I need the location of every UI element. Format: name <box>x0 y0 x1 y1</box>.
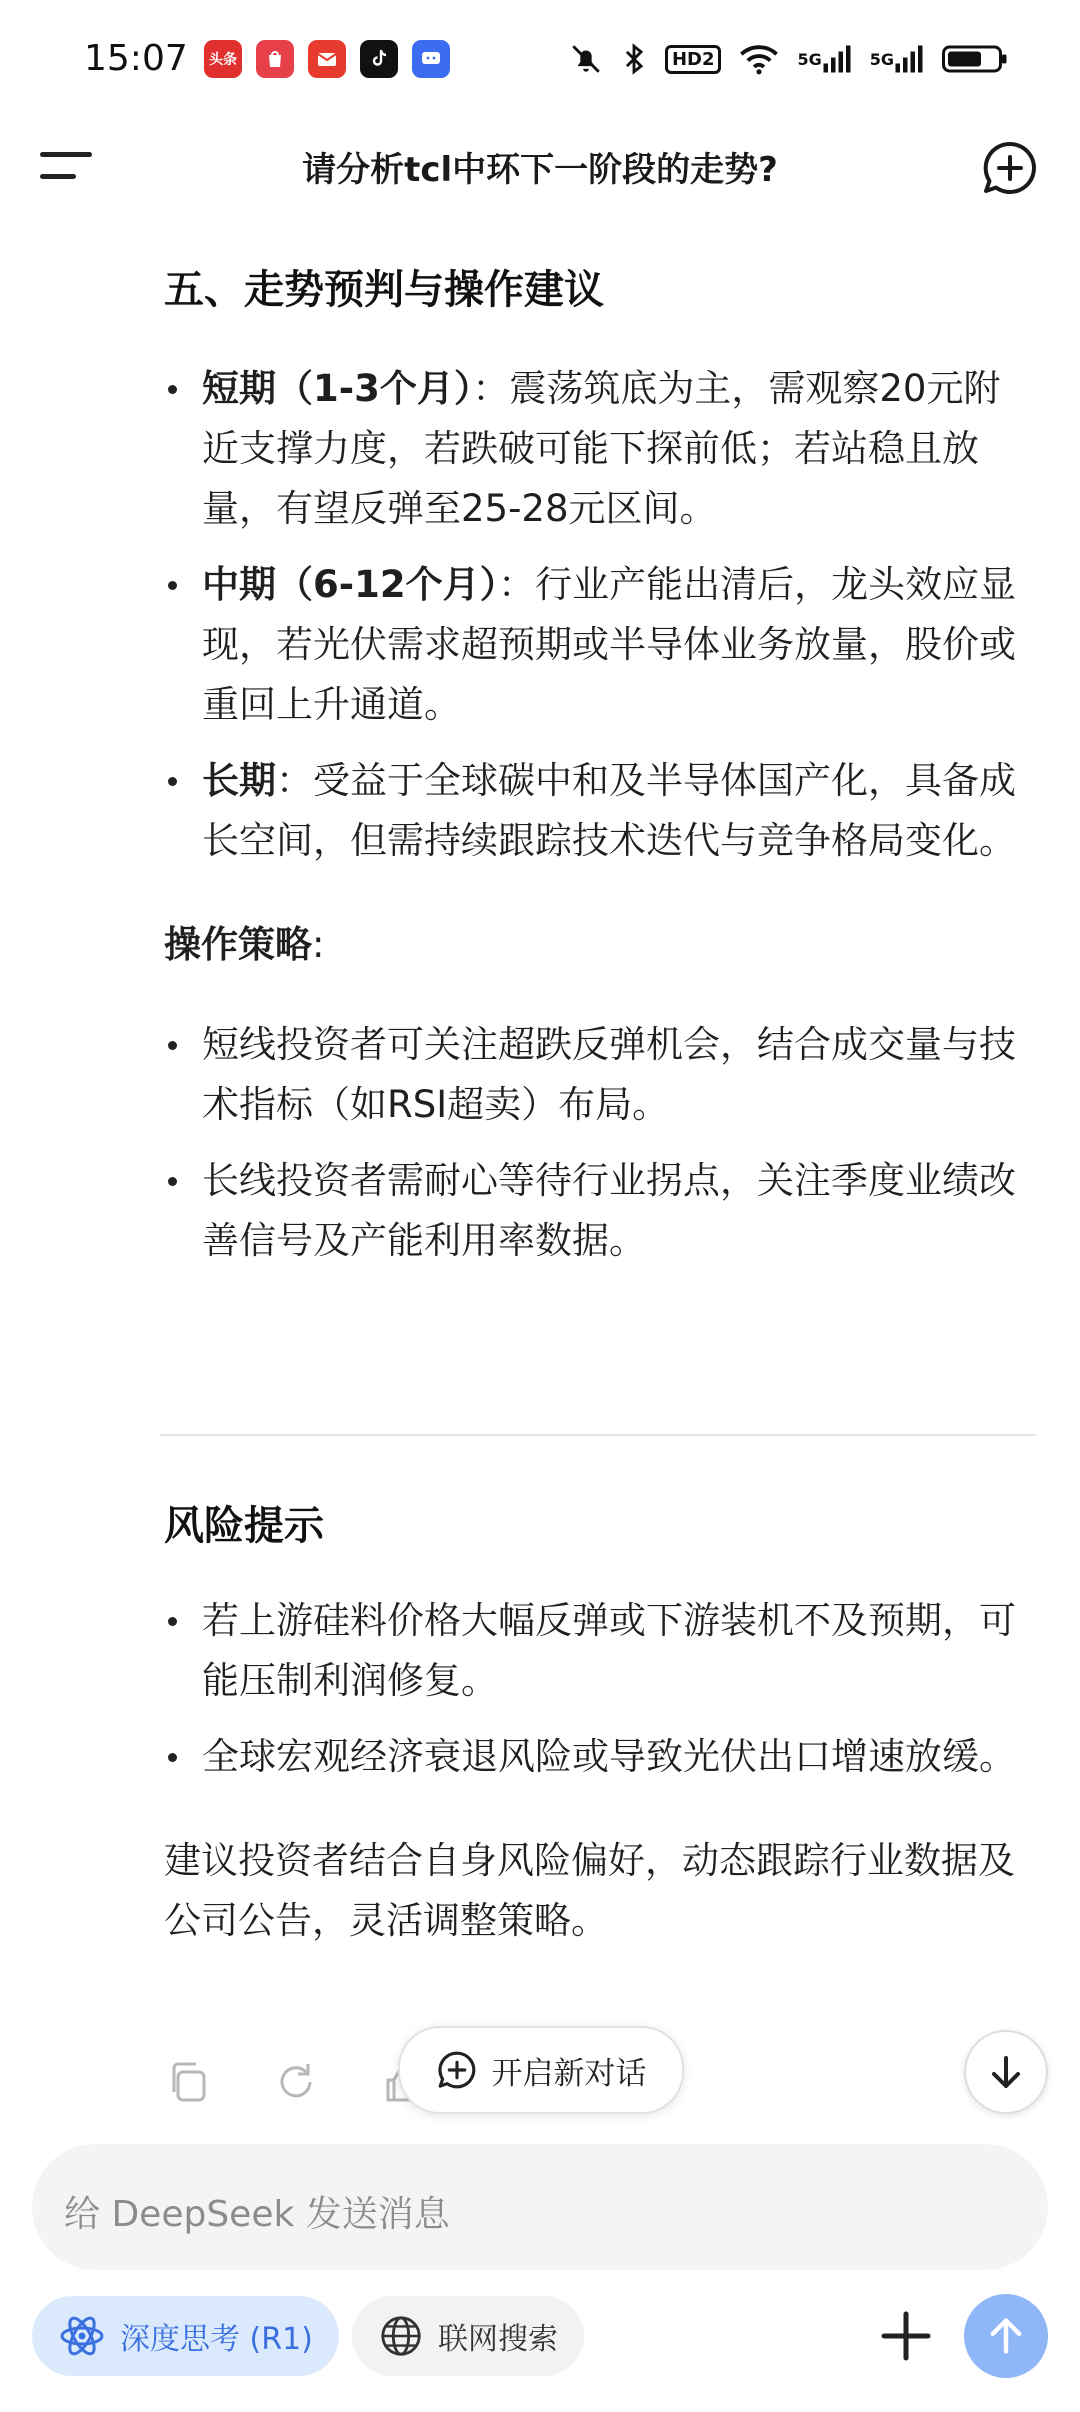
deep-think-toggle[interactable] <box>32 2296 339 2376</box>
status-time: 15:07 <box>84 38 188 79</box>
forecast-term-label: 短期（1-3个月） <box>202 367 473 410</box>
strategy-heading <box>164 915 1034 975</box>
bluetooth-icon <box>621 40 647 78</box>
wifi-icon <box>739 40 779 78</box>
menu-button[interactable] <box>40 146 100 190</box>
forecast-term-text: ：行业产能出清后，龙头效应显现，若光伏需求超预期或半导体业务放量，股价或重回上升通道。 <box>202 563 1017 726</box>
shopping-app-icon <box>256 40 294 78</box>
menu-icon-line-2 <box>40 174 76 179</box>
new-chat-icon <box>436 2049 478 2091</box>
signal-label-1: 5G <box>797 49 822 69</box>
menu-icon-line-1 <box>40 152 92 157</box>
risk-section <box>164 1494 1034 1951</box>
divider <box>160 1434 1036 1436</box>
list-item <box>164 751 1034 871</box>
signal-label-2: 5G <box>869 49 894 69</box>
forecast-term-text: ：受益于全球碳中和及半导体国产化，具备成长空间，但需持续跟踪技术迭代与竞争格局变化。 <box>202 759 1016 862</box>
forecast-list <box>164 359 1034 871</box>
plus-icon <box>870 2300 942 2372</box>
strategy-label: 操作策略 <box>164 923 312 966</box>
list-item <box>164 359 1034 539</box>
forecast-term-text: ：震荡筑底为主，需观察20元附近支撑力度，若跌破可能下探前低；若站稳且放量，有望反弹至25-28元区间。 <box>202 367 1001 530</box>
new-chat-icon <box>980 138 1040 198</box>
web-search-toggle[interactable] <box>352 2296 584 2376</box>
system-status-icons <box>569 40 1008 78</box>
assistant-message <box>164 232 1034 1271</box>
top-app-bar <box>0 120 1080 216</box>
closing-paragraph: 建议投资者结合自身风险偏好，动态跟踪行业数据及公司公告，灵活调整策略。 <box>164 1839 1015 1942</box>
atom-icon <box>58 2312 106 2360</box>
scroll-to-bottom-button[interactable] <box>964 2030 1048 2114</box>
list-item: 长线投资者需耐心等待行业拐点，关注季度业绩改善信号及产能利用率数据。 <box>164 1151 1034 1271</box>
forecast-term-label: 中期（6-12个月） <box>202 563 499 606</box>
message-input[interactable] <box>32 2144 1048 2270</box>
start-new-chat-button[interactable] <box>398 2026 684 2114</box>
toutiao-label: 头条 <box>209 52 237 68</box>
start-new-chat-label: 开启新对话 <box>491 2055 647 2092</box>
mute-bell-icon <box>569 40 603 78</box>
globe-icon <box>378 2313 424 2359</box>
arrow-up-icon <box>984 2314 1028 2358</box>
deep-think-label: 深度思考 (R1) <box>120 2322 313 2357</box>
list-item: 若上游硅料价格大幅反弹或下游装机不及预期，可能压制利润修复。 <box>164 1591 1034 1711</box>
message-actions <box>164 2058 428 2106</box>
risk-list <box>164 1591 1034 1787</box>
send-button[interactable] <box>964 2294 1048 2378</box>
new-chat-button[interactable] <box>980 138 1040 198</box>
toutiao-app-icon <box>204 40 242 78</box>
attach-button[interactable] <box>870 2300 942 2372</box>
list-item <box>164 555 1034 735</box>
conversation-title: 请分析tcl中环下一阶段的走势? <box>302 150 778 190</box>
strategy-list <box>164 1015 1034 1271</box>
list-item: 短线投资者可关注超跌反弹机会，结合成交量与技术指标（如RSI超卖）布局。 <box>164 1015 1034 1135</box>
regenerate-icon[interactable] <box>272 2058 320 2106</box>
signal-5g-icon-2 <box>870 40 924 78</box>
strategy-colon: : <box>312 923 325 966</box>
arrow-down-icon <box>986 2052 1026 2092</box>
list-item: 全球宏观经济衰退风险或导致光伏出口增速放缓。 <box>164 1727 1034 1787</box>
notification-icons <box>204 40 450 78</box>
hd-label: HD2 <box>665 45 722 74</box>
battery-icon <box>942 40 1008 78</box>
tiktok-app-icon <box>360 40 398 78</box>
chat-app-icon <box>412 40 450 78</box>
hd-icon <box>665 40 722 78</box>
forecast-term-label: 长期 <box>202 759 276 802</box>
mail-app-icon <box>308 40 346 78</box>
section-heading-risk: 风险提示 <box>164 1503 324 1549</box>
copy-icon[interactable] <box>164 2058 212 2106</box>
web-search-label: 联网搜索 <box>438 2322 558 2357</box>
signal-5g-icon <box>797 40 851 78</box>
status-bar <box>0 0 1080 120</box>
message-input-placeholder: 给 DeepSeek 发送消息 <box>64 2194 450 2235</box>
section-heading-forecast: 五、走势预判与操作建议 <box>164 267 604 313</box>
